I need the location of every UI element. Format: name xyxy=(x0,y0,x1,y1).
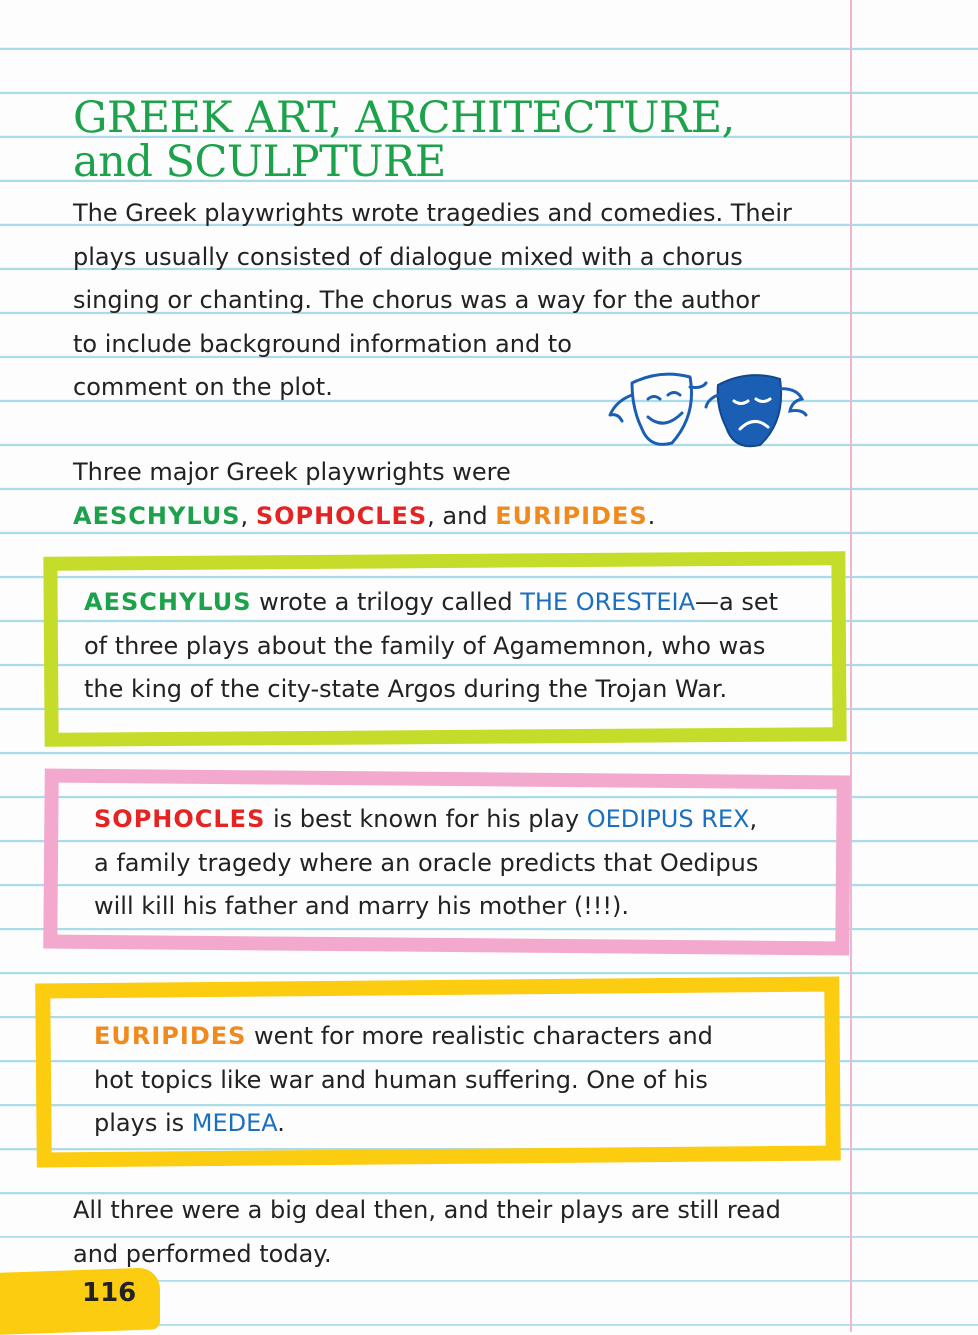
euripides-text xyxy=(94,1015,713,1146)
sophocles-name: SOPHOCLES xyxy=(255,501,428,530)
playwrights-list xyxy=(73,495,655,539)
aeschylus-line-1 xyxy=(84,581,778,625)
page-number: 116 xyxy=(82,1278,137,1308)
playwrights-intro xyxy=(73,451,655,538)
aeschylus-name: AESCHYLUS xyxy=(73,501,241,530)
sophocles-line-2: a family tragedy where an oracle predicts that Oedipus xyxy=(94,848,759,877)
page-title xyxy=(73,93,735,187)
euripides-line-2: hot topics like war and human suffering. One of his xyxy=(94,1065,708,1094)
intro-line: to include background information and to xyxy=(73,329,572,358)
oresteia-title: THE ORESTEIA xyxy=(520,588,695,616)
intro-line: plays usually consisted of dialogue mixed with a chorus xyxy=(73,242,743,271)
closing-line-1: All three were a big deal then, and their plays are still read xyxy=(73,1196,781,1224)
aeschylus-label: AESCHYLUS xyxy=(84,588,252,616)
sophocles-text xyxy=(94,798,758,929)
euripides-label: EURIPIDES xyxy=(94,1022,247,1050)
title-line-2: and SCULPTURE xyxy=(73,137,446,187)
closing-paragraph xyxy=(73,1189,781,1276)
euripides-line-1 xyxy=(94,1015,713,1059)
sophocles-line-1 xyxy=(94,798,758,842)
intro-line: singing or chanting. The chorus was a way for the author xyxy=(73,286,760,314)
aeschylus-text-2: —a set xyxy=(695,588,779,616)
aeschylus-text-1: wrote a trilogy called xyxy=(251,588,521,616)
sophocles-text-1: is best known for his play xyxy=(265,805,587,833)
aeschylus-line-2: of three plays about the family of Agamemnon, who was xyxy=(84,631,766,660)
closing-line-2: and performed today. xyxy=(73,1239,332,1268)
euripides-line-3 xyxy=(94,1102,713,1146)
tragedy-mask-icon xyxy=(706,375,806,446)
playwrights-intro-line: Three major Greek playwrights were xyxy=(73,458,511,486)
list-separator: , and xyxy=(427,501,496,530)
comedy-mask-icon xyxy=(610,374,706,444)
title-line-1: GREEK ART, ARCHITECTURE, xyxy=(73,93,735,143)
sophocles-label: SOPHOCLES xyxy=(94,805,266,833)
sophocles-text-2: , xyxy=(749,805,758,833)
euripides-text-1: went for more realistic characters and xyxy=(246,1022,713,1050)
list-separator: , xyxy=(240,501,256,530)
theater-masks xyxy=(602,365,812,455)
intro-line: comment on the plot. xyxy=(73,373,333,401)
euripides-text-3: plays is xyxy=(94,1109,192,1137)
euripides-name: EURIPIDES xyxy=(495,501,648,530)
intro-line: The Greek playwrights wrote tragedies and comedies. Their xyxy=(73,199,792,227)
oedipus-rex-title: OEDIPUS REX xyxy=(586,805,750,833)
aeschylus-line-3: the king of the city-state Argos during the Trojan War. xyxy=(84,675,728,703)
list-end: . xyxy=(647,501,656,530)
notebook-margin-line xyxy=(850,0,852,1332)
sophocles-line-3: will kill his father and marry his mother (!!!). xyxy=(94,892,630,920)
medea-title: MEDEA xyxy=(191,1109,278,1137)
euripides-text-4: . xyxy=(277,1109,285,1137)
aeschylus-text xyxy=(84,581,778,712)
